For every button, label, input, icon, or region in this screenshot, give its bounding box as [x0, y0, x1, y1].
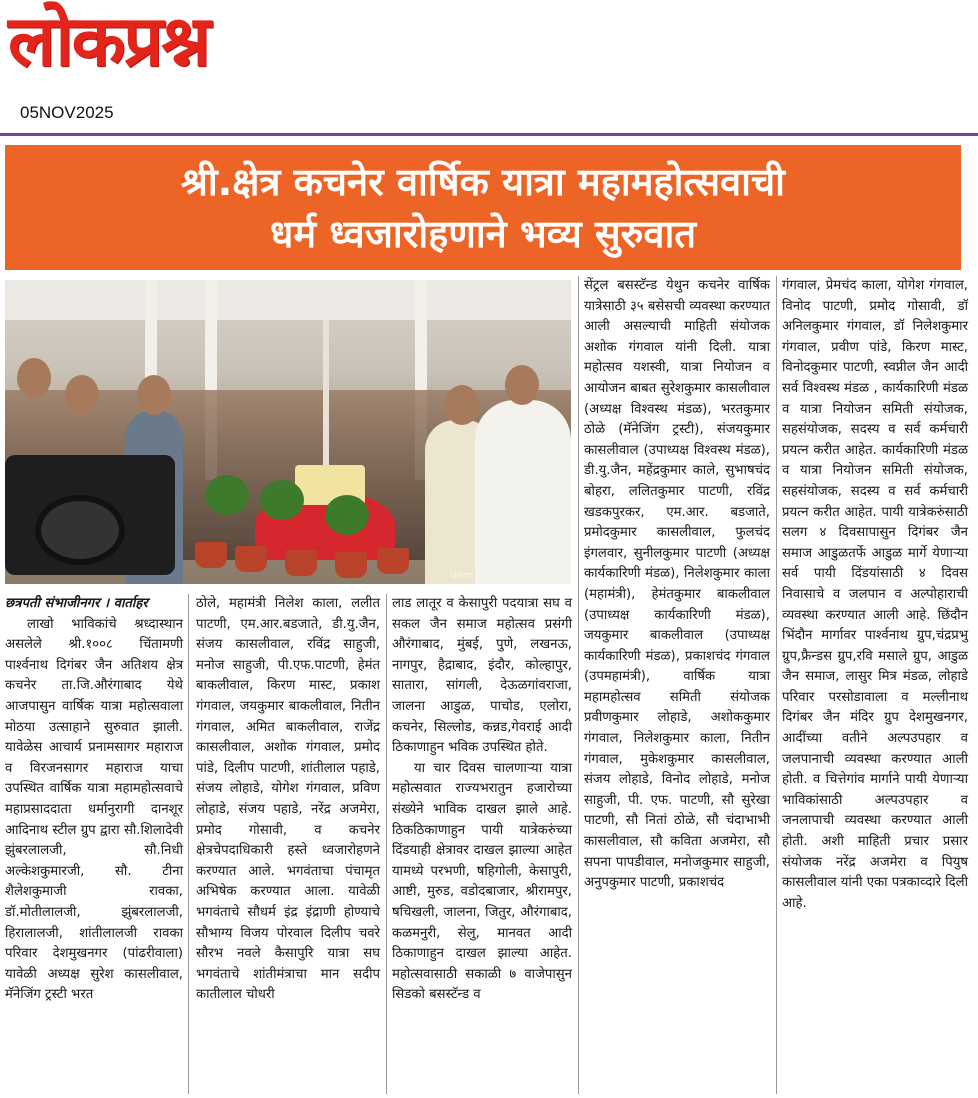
article-column-4 — [584, 276, 770, 894]
photo-person — [475, 400, 571, 584]
article-column-5 — [782, 276, 968, 914]
photo-plant — [325, 495, 369, 535]
column-divider — [386, 594, 387, 1094]
headline-line-1: श्री.क्षेत्र कचनेर वार्षिक यात्रा महामहोत्सवाची — [181, 159, 785, 204]
column-divider — [578, 276, 579, 1094]
photo-pot — [195, 542, 227, 568]
masthead-rule — [0, 133, 978, 136]
photo-plant — [260, 480, 304, 520]
column-divider — [776, 276, 777, 1094]
event-photo — [5, 280, 571, 584]
newspaper-logo: लोकप्रश्न — [8, 0, 209, 82]
photo-pot — [235, 546, 267, 572]
headline-band — [5, 145, 961, 270]
photo-head — [505, 365, 539, 405]
photo-plant — [205, 475, 249, 515]
photo-head — [17, 358, 51, 398]
photo-pot — [285, 550, 317, 576]
headline-line-2: धर्म ध्वजारोहणाने भव्य सुरुवात — [270, 211, 696, 256]
photo-head — [65, 375, 99, 415]
article-paragraph: लाड लातूर व केसापुरी पदयात्रा सघ व सकल जैन समाज महोत्सव प्रसंगी औरंगाबाद, मुंबई, पुणे, लखनऊ, नागपुर, हैद्राबाद, इंदौर, कोल्हापुर, सातारा, सांगली, देऊळगांवराजा, जालना आडुळ, पाचोड, एलोरा, कचनेर, सिल्लोड, कन्नड,गेवराई आदी ठिकाणाहुन भविक उपस्थित होते. — [392, 596, 572, 756]
article-paragraph: लाखो भाविकांचे श्रध्दास्थान असलेले श्री.१००८ चिंतामणी पार्श्वनाथ दिगंबर जैन अतिशय क्षेत्र कचनेर ता.जि.औरंगाबाद येथे आजपासुन वार्षिक यात्रा महोत्सवाला मोठया उत्साहाने सुरुवात झाली. यावेळेस आचार्य प्रनामसागर महाराज व विरजनसागर महाराज याचा उपस्थित वार्षिक यात्रा महामहोत्सवाचे महाप्रसाददाता धर्मानुरागी दानशूर आदिनाथ स्टील ग्रुप द्वारा सौ.शिलादेवी झुंबरलालजी, सौ.निधी अल्केशकुमारजी, सौ. टीना शैलेशकुमाजी रावका, डॉ.मोतीलालजी, झुंबरलालजी, हिरालालजी, शांतीलालजी रावका परिवार देशमुखनगर (पांढरीवाला) यावेळी अध्यक्ष सुरेश कासलीवाल, मॅनेजिंग ट्रस्टी भरत — [5, 616, 183, 1003]
camera-lens-icon — [35, 495, 125, 565]
photo-ceiling — [5, 280, 571, 320]
article-paragraph: या चार दिवस चालणाऱ्या यात्रा महोत्सवात राज्यभरातुन हजारोच्या संख्येने भाविक दाखल झाले आहे. ठिकठिकाणाहुन पायी यात्रेकरुंच्या दिंडयाही क्षेत्रावर दाखल झाल्या आहेत यामध्ये परभणी, षहिगोली, केसापुरी, आष्टी, मुरुड, वडोदबाजार, श्रीरामपुर, षचिखली, जालना, जितुर, औरंगाबाद, कळमनुरी, सेलु, मानवत आदी ठिकाणाहुन दाखल झाल्या आहेत. महोत्सवासाठी सकाळी ७ वाजेपासुन सिडको बसस्टॅन्ड व — [392, 760, 572, 1003]
article-paragraph: ठोले, महामंत्री निलेश काला, ललीत पाटणी, एम.आर.बडजाते, डी.यु.जैन, संजय कासलीवाल, रविंद्र साहुजी, मनोज साहुजी, पी.एफ.पाटणी, हेमंत बाकलीवाल, किरण मास्ट, प्रकाश गंगवाल, जयकुमार बाकलीवाल, नितीन गंगवाल, अमित बाकलीवाल, राजेंद्र कासलीवाल, अशोक गंगवाल, प्रमोद पांडे, दिलीप पाटणी, शांतीलाल पहाडे, संजय लोहाडे, योगेश गंगवाल, प्रविण लोहाडे, संजय पहाडे, नरेंद्र अजमेरा, प्रमोद गोसावी, व कचनेर क्षेत्रचेपदाधिकारी हस्ते ध्वजारोहणने करण्यात आले. भगवंताचा पंचामृत अभिषेक करण्यात आला. यावेळी भगवंताचे सौधर्म इंद्र इंद्राणी होण्याचे सौभाग्य विजय पोरवाल दिलीप चवरे सौरभ नवले कैसापुरि यात्रा सघ भगवंताचे शांतीमंत्राचा मान सदीप कातीलाल चोधरी — [196, 596, 380, 1003]
article-column-3 — [392, 594, 572, 1006]
article-paragraph: सेंट्रल बसस्टॅन्ड येथुन कचनेर वार्षिक यात्रेसाठी ३५ बसेसची व्यवस्था करण्यात आली असल्याची माहिती संयोजक अशोक गंगवाल यांनी दिली. यात्रा महोत्सव यशस्वी, यात्रा नियोजन व आयोजन बाबत सुरेशकुमार कासलीवाल (अध्यक्ष विश्वस्थ मंडळ), भरतकुमार ठोळे (मॅनेजिंग ट्रस्टी), संजयकुमार कासलीवाल (उपाध्यक्ष विश्वस्थ मंडळ), डी.यु.जैन, महेंद्रकुमार काले, सुभाषचंद बोहरा, ललितकुमार पाटणी, रविंद्र खडकपुरकर, एम.आर. बडजाते, प्रमोदकुमार कासलीवाल, फुलचंद इंगलवार, सुनीलकुमार पाटणी (अध्यक्ष कार्यकारिणी मंडळ), निलेशकुमार काला (महामंत्री), हेमंतकुमार बाकलीवाल (उपाध्यक्ष कार्यकारिणी मंडळ), जयकुमार बाकलीवाल (उपाध्यक्ष कार्यकारिणी मंडळ), प्रकाशचंद गंगवाल (उपमहामंत्री), वार्षिक यात्रा महामहोत्सव समिती संयोजक प्रवीणकुमार लोहाडे, अशोककुमार गंगवाल, निलेशकुमार काला, नितीन गंगवाल, मुकेशकुमार कासलीवाल, संजय लोहाडे, विनोद लोहाडे, मनोज साहुजी, पी. एफ. पाटणी, सौ सुरेखा पाटणी, सौ नितां ठोळे, सौ चंदाभाभी कासलीवाल, सौ कविता अजमेरा, सौ सपना पापडीवाल, मनोजकुमार साहुजी, अनुपकुमार पाटणी, प्रकाशचंद — [584, 278, 770, 891]
photo-head — [445, 385, 479, 425]
article-dateline: छत्रपती संभाजीनगर । वार्ताहर — [5, 596, 148, 611]
photo-credit: Nikon Z f 28mm f/6.3 1/125s — [449, 570, 563, 580]
article-column-2 — [196, 594, 380, 1006]
photo-pot — [377, 548, 409, 574]
column-divider — [188, 594, 189, 1094]
photo-head — [137, 375, 171, 415]
masthead — [0, 0, 978, 140]
article-column-1 — [5, 594, 183, 1006]
photo-pot — [335, 552, 367, 578]
article-paragraph: गंगवाल, प्रेमचंद काला, योगेश गंगवाल, विनोद पाटणी, प्रमोद गोसावी, डॉ अनिलकुमार गंगवाल, डॉ निलेशकुमार गंगवाल, प्रवीण पांडे, किरण मास्ट, विनोदकुमार पाटणी, स्वप्नील जैन आदी सर्व विश्वस्थ मंडळ , कार्यकारिणी मंडळ व यात्रा नियोजन समिती संयोजक, सहसंयोजक, सदस्य व सर्व कर्मचारी प्रयत्न करीत आहेत. कार्यकारिणी मंडळ व यात्रा नियोजन समिती संयोजक, सहसंयोजक, सदस्य व सर्व कर्मचारी प्रयत्न करीत आहेत. पायी यात्रेकरुंसाठी सलग ४ दिवसापासुन दिगंबर जैन समाज आडुळतर्फे आडुळ मार्गे येणाऱ्या सर्व पायी दिंडयांसाठी ४ दिवस निवासाचे व जलपान व अल्पोहाराची व्यवस्था करण्यात आली आहे. छिंदौन भिंदौन मार्गावर पार्श्वनाथ ग्रुप,चंद्रप्रभु ग्रुप,फ्रैन्डस ग्रुप,रवि मसाले ग्रुप, आडुळ जैन समाज, लासुर मित्र मंडळ, लोहाडे परिवार परसोडावाला व मल्लीनाथ दिगंबर जैन मंदिर ग्रुप देशमुखनगर, आदींच्या वतीने अल्पउपहार व जलपानाची व्यवस्था करण्यात आली होती. व चित्तेगांव मार्गाने पायी येणाऱ्या भाविकांसाठी अल्पउपहार व जनलापाची व्यवस्था करण्यात आली होती. अशी माहिती प्रचार प्रसार संयोजक नरेंद्र अजमेरा व पियुष कासलीवाल यांनी एका पत्रकाव्दारे दिली आहे. — [782, 278, 968, 911]
issue-date: 05NOV2025 — [20, 103, 114, 122]
